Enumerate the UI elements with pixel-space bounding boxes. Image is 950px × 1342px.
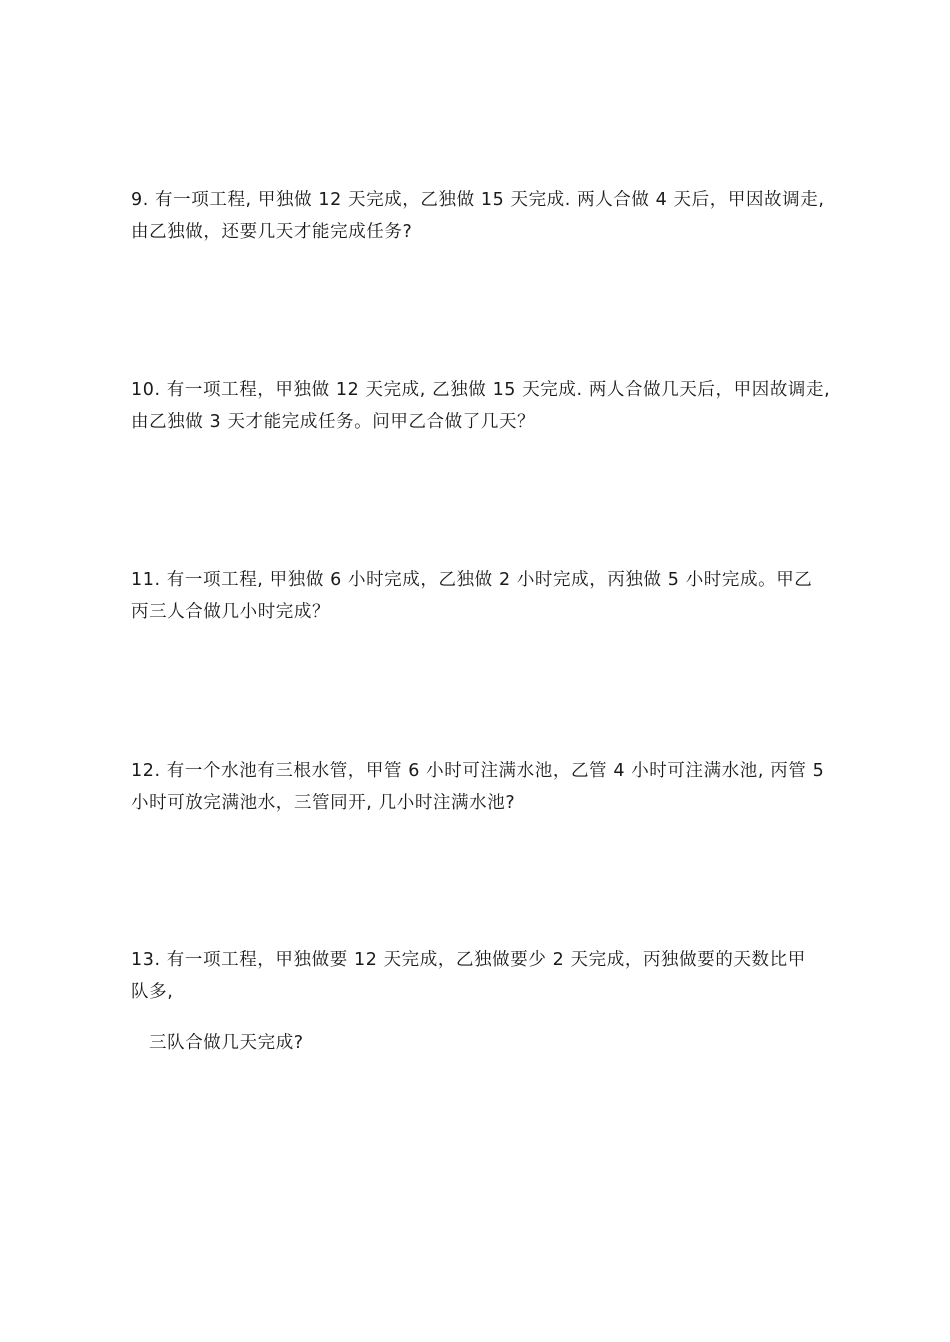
problem-9 (131, 184, 831, 248)
problem-11 (131, 564, 831, 628)
problem-11-line-1: 11. 有一项工程, 甲独做 6 小时完成，乙独做 2 小时完成，丙独做 5 小时完成。甲乙 (131, 570, 813, 590)
problem-11-line-2: 丙三人合做几小时完成？ (131, 602, 331, 622)
problem-13-line-1: 13. 有一项工程，甲独做要 12 天完成，乙独做要少 2 天完成，丙独做要的天数比甲 (131, 950, 806, 970)
problem-13 (131, 944, 831, 1008)
problem-10 (131, 374, 831, 438)
problem-12-line-2: 小时可放完满池水，三管同开, 几小时注满水池? (131, 793, 516, 813)
problem-9-line-2: 由乙独做，还要几天才能完成任务? (131, 222, 413, 242)
problem-13-continuation: 三队合做几天完成? (149, 1033, 304, 1053)
problem-12 (131, 755, 831, 819)
problem-10-line-1: 10. 有一项工程，甲独做 12 天完成, 乙独做 15 天完成. 两人合做几天后，甲因故调走, (131, 380, 831, 400)
problem-9-line-1: 9. 有一项工程, 甲独做 12 天完成，乙独做 15 天完成. 两人合做 4 天后，甲因故调走, (131, 190, 825, 210)
problem-12-line-1: 12. 有一个水池有三根水管，甲管 6 小时可注满水池，乙管 4 小时可注满水池, 丙管 5 (131, 761, 825, 781)
problem-13-line-2: 队多, (131, 982, 174, 1002)
problem-10-line-2: 由乙独做 3 天才能完成任务。问甲乙合做了几天？ (131, 412, 536, 432)
